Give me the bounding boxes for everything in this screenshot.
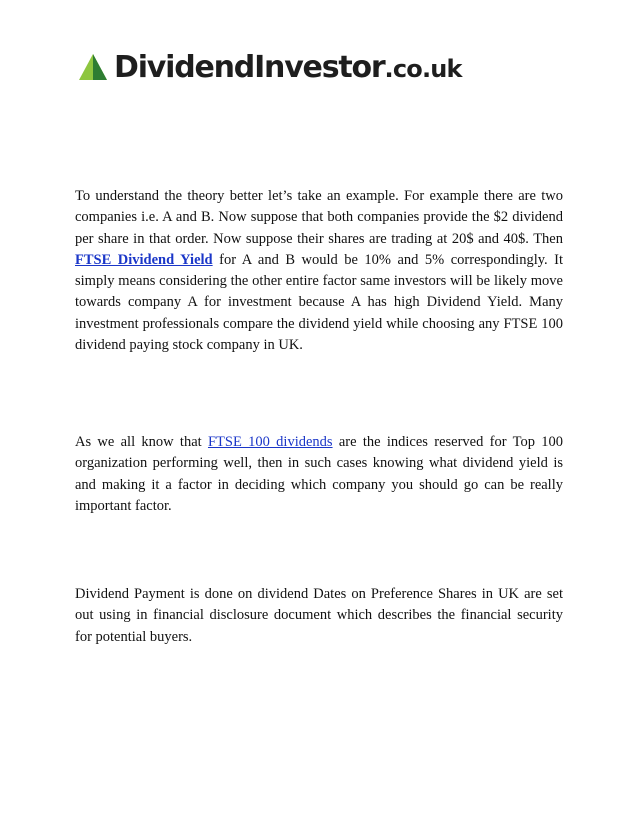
- triangle-logo-icon: [78, 52, 108, 82]
- paragraph-text: for A and B would be 10% and 5% correspondingly. It simply means considering the other entire factor same investors will be likely move towards company A for investment because A has high Dividend Yield. Many investment professionals compare the dividend yield while choosing any FTSE 100 dividend paying stock company in UK.: [75, 251, 564, 354]
- ftse-100-dividends-link[interactable]: FTSE 100 dividends: [207, 434, 333, 450]
- paragraph-dividend-payment: Dividend Payment is done on dividend Dates on Preference Shares in UK are set out using in financial disclosure document which describes the financial security for potential buyers.: [75, 586, 563, 645]
- paragraph-text: As we all know that: [75, 434, 208, 450]
- site-logo[interactable]: [78, 44, 478, 90]
- logo-name: DividendInvestor: [114, 49, 385, 85]
- ftse-dividend-yield-link[interactable]: FTSE Dividend Yield: [75, 251, 213, 268]
- paragraph-text: To understand the theory better let’s take an example. For example there are two companies i.e. A and B. Now suppose that both companies provide the $2 dividend per share in that order. Now suppose their shares are trading at 20$ and 40$. Then: [75, 188, 563, 247]
- paragraph-text: are the indices reserved for Top 100 organization performing well, then in such cases knowing what dividend yield is and making it a factor in deciding which company you should go can be really important factor.: [75, 434, 563, 514]
- logo-domain-suffix: .co.uk: [384, 54, 462, 83]
- paragraph-ftse-100: [75, 432, 563, 517]
- paragraph-dividend-yield-example: [75, 186, 563, 356]
- logo-wordmark: [114, 50, 462, 85]
